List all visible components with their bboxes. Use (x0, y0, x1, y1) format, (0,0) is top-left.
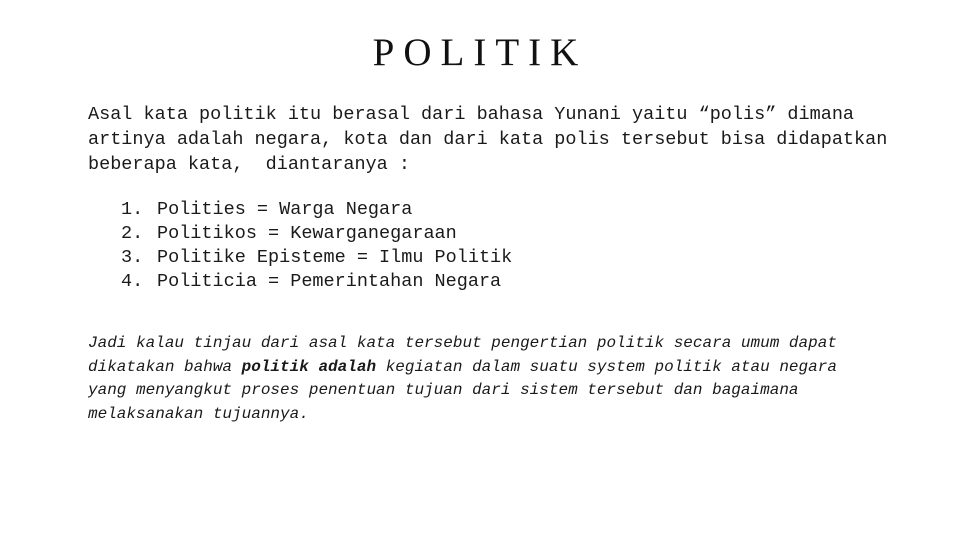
conclusion-line: melaksanakan tujuannya. (88, 404, 309, 423)
slide-title: POLITIK (372, 31, 588, 74)
intro-line: Asal kata politik itu berasal dari bahasa Yunani yaitu “polis” dimana (88, 104, 855, 125)
list-item (121, 222, 512, 246)
intro-line: beberapa kata, diantaranya : (88, 154, 410, 175)
list-item (121, 246, 512, 270)
list-item (121, 198, 512, 222)
intro-paragraph (88, 102, 888, 177)
conclusion-line: Jadi kalau tinjau dari asal kata tersebut pengertian politik secara umum dapat (88, 334, 837, 352)
list-item-number: 2. (121, 223, 144, 244)
list-item-text: Politikos = Kewarganegaraan (157, 223, 457, 244)
conclusion-emphasis: politik adalah (241, 357, 377, 376)
list-item-number: 3. (121, 247, 144, 268)
list-item-number: 4. (121, 271, 144, 292)
terms-list (121, 198, 512, 294)
list-item-number: 1. (121, 199, 144, 220)
conclusion-line (88, 356, 888, 380)
conclusion-text: kegiatan dalam suatu system politik atau negara (376, 357, 837, 376)
intro-line: artinya adalah negara, kota dan dari kata polis tersebut bisa didapatkan (88, 129, 888, 150)
list-item (121, 270, 512, 294)
list-item-text: Politicia = Pemerintahan Negara (157, 271, 502, 292)
conclusion-paragraph (88, 332, 888, 426)
list-item-text: Polities = Warga Negara (157, 199, 413, 220)
list-item-text: Politike Episteme = Ilmu Politik (157, 247, 513, 268)
conclusion-line: yang menyangkut proses penentuan tujuan dari sistem tersebut dan bagaimana (88, 381, 799, 399)
conclusion-text: dikatakan bahwa (88, 357, 242, 376)
